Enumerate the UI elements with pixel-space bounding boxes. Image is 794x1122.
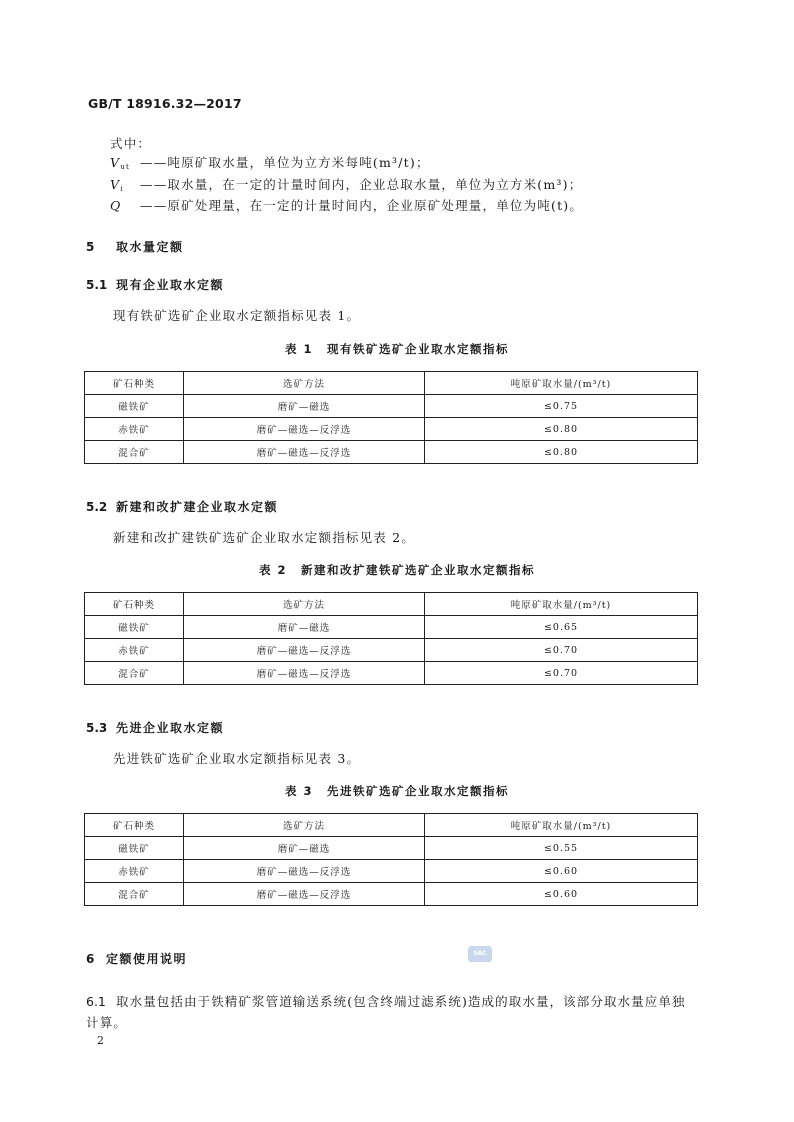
cell-ore-type: 赤铁矿 — [85, 418, 184, 441]
cell-quota: ≤0.65 — [425, 616, 698, 639]
table-title: 现有铁矿选矿企业取水定额指标 — [327, 342, 509, 356]
table-row — [85, 662, 698, 685]
cell-method: 磨矿—磁选—反浮选 — [184, 883, 425, 906]
formula-symbol: V — [110, 155, 121, 170]
cell-method: 磨矿—磁选—反浮选 — [184, 441, 425, 464]
table-2 — [84, 592, 698, 685]
section-5-3-paragraph: 先进铁矿选矿企业取水定额指标见表 3。 — [113, 751, 361, 766]
table-3 — [84, 813, 698, 906]
cell-ore-type: 混合矿 — [85, 883, 184, 906]
table-row — [85, 639, 698, 662]
section-title: 定额使用说明 — [106, 952, 188, 966]
cell-quota: ≤0.80 — [425, 441, 698, 464]
formula-note-vi — [110, 175, 582, 193]
cell-ore-type: 赤铁矿 — [85, 860, 184, 883]
header-ore-type: 矿石种类 — [85, 593, 184, 616]
section-number: 5.1 — [86, 278, 108, 292]
table-row — [85, 837, 698, 860]
header-water-quota: 吨原矿取水量/(m³/t) — [425, 372, 698, 395]
formula-intro: 式中： — [110, 136, 152, 151]
cell-ore-type: 混合矿 — [85, 662, 184, 685]
header-method: 选矿方法 — [184, 372, 425, 395]
section-5-2-paragraph: 新建和改扩建铁矿选矿企业取水定额指标见表 2。 — [113, 530, 416, 545]
table-1-caption — [0, 341, 794, 357]
table-row — [85, 418, 698, 441]
section-title: 新建和改扩建企业取水定额 — [116, 500, 279, 514]
section-number: 5 — [86, 240, 95, 254]
table-number: 表 2 — [258, 563, 287, 577]
table-title: 先进铁矿选矿企业取水定额指标 — [327, 784, 509, 798]
section-number: 5.3 — [86, 721, 108, 735]
header-ore-type: 矿石种类 — [85, 814, 184, 837]
section-5-3-heading — [86, 719, 224, 736]
cell-quota: ≤0.80 — [425, 418, 698, 441]
table-header-row — [85, 372, 698, 395]
section-title: 先进企业取水定额 — [116, 721, 225, 735]
formula-description: ——取水量，在一定的计量时间内，企业总取水量，单位为立方米(m³)； — [140, 177, 583, 192]
table-3-caption — [0, 783, 794, 799]
header-ore-type: 矿石种类 — [85, 372, 184, 395]
cell-method: 磨矿—磁选 — [184, 395, 425, 418]
section-5-1-paragraph: 现有铁矿选矿企业取水定额指标见表 1。 — [113, 308, 361, 323]
table-row — [85, 883, 698, 906]
table-row — [85, 441, 698, 464]
formula-note-vut — [110, 153, 430, 171]
cell-ore-type: 磁铁矿 — [85, 616, 184, 639]
page-number: 2 — [97, 1034, 104, 1047]
header-method: 选矿方法 — [184, 593, 425, 616]
cell-quota: ≤0.60 — [425, 860, 698, 883]
formula-description: ——吨原矿取水量，单位为立方米每吨(m³/t)； — [140, 155, 430, 170]
sac-watermark-logo: SAC — [468, 946, 492, 962]
table-title: 新建和改扩建铁矿选矿企业取水定额指标 — [301, 563, 535, 577]
cell-method: 磨矿—磁选 — [184, 837, 425, 860]
section-number: 5.2 — [86, 500, 108, 514]
standard-header: GB/T 18916.32—2017 — [88, 96, 242, 111]
section-6-1-text: 取水量包括由于铁精矿浆管道输送系统(包含终端过滤系统)造成的取水量，该部分取水量应单独 — [116, 994, 686, 1009]
cell-quota: ≤0.70 — [425, 662, 698, 685]
table-row — [85, 395, 698, 418]
table-row — [85, 616, 698, 639]
header-water-quota: 吨原矿取水量/(m³/t) — [425, 814, 698, 837]
table-2-caption — [0, 562, 794, 578]
section-6-1-line2: 计算。 — [86, 1015, 128, 1030]
cell-ore-type: 磁铁矿 — [85, 837, 184, 860]
formula-note-q — [110, 196, 583, 214]
table-header-row — [85, 593, 698, 616]
cell-method: 磨矿—磁选 — [184, 616, 425, 639]
header-water-quota: 吨原矿取水量/(m³/t) — [425, 593, 698, 616]
cell-ore-type: 赤铁矿 — [85, 639, 184, 662]
table-row — [85, 860, 698, 883]
section-number: 6.1 — [86, 994, 106, 1009]
header-method: 选矿方法 — [184, 814, 425, 837]
cell-quota: ≤0.55 — [425, 837, 698, 860]
section-5-heading — [86, 238, 184, 255]
cell-method: 磨矿—磁选—反浮选 — [184, 639, 425, 662]
table-number: 表 3 — [284, 784, 313, 798]
section-5-2-heading — [86, 498, 278, 515]
section-title: 现有企业取水定额 — [116, 278, 225, 292]
formula-symbol: Q — [110, 198, 122, 213]
section-5-1-heading — [86, 276, 224, 293]
cell-ore-type: 磁铁矿 — [85, 395, 184, 418]
cell-quota: ≤0.60 — [425, 883, 698, 906]
formula-symbol: V — [110, 177, 121, 192]
formula-subscript: ut — [120, 163, 130, 171]
section-6-heading — [86, 950, 187, 967]
cell-method: 磨矿—磁选—反浮选 — [184, 662, 425, 685]
cell-ore-type: 混合矿 — [85, 441, 184, 464]
table-1 — [84, 371, 698, 464]
table-number: 表 1 — [284, 342, 313, 356]
cell-quota: ≤0.70 — [425, 639, 698, 662]
section-number: 6 — [86, 952, 95, 966]
section-title: 取水量定额 — [116, 240, 184, 254]
cell-method: 磨矿—磁选—反浮选 — [184, 860, 425, 883]
cell-quota: ≤0.75 — [425, 395, 698, 418]
section-6-1-line1 — [86, 992, 686, 1010]
cell-method: 磨矿—磁选—反浮选 — [184, 418, 425, 441]
table-header-row — [85, 814, 698, 837]
formula-subscript: i — [120, 185, 124, 193]
formula-description: ——原矿处理量，在一定的计量时间内，企业原矿处理量，单位为吨(t)。 — [140, 198, 584, 213]
